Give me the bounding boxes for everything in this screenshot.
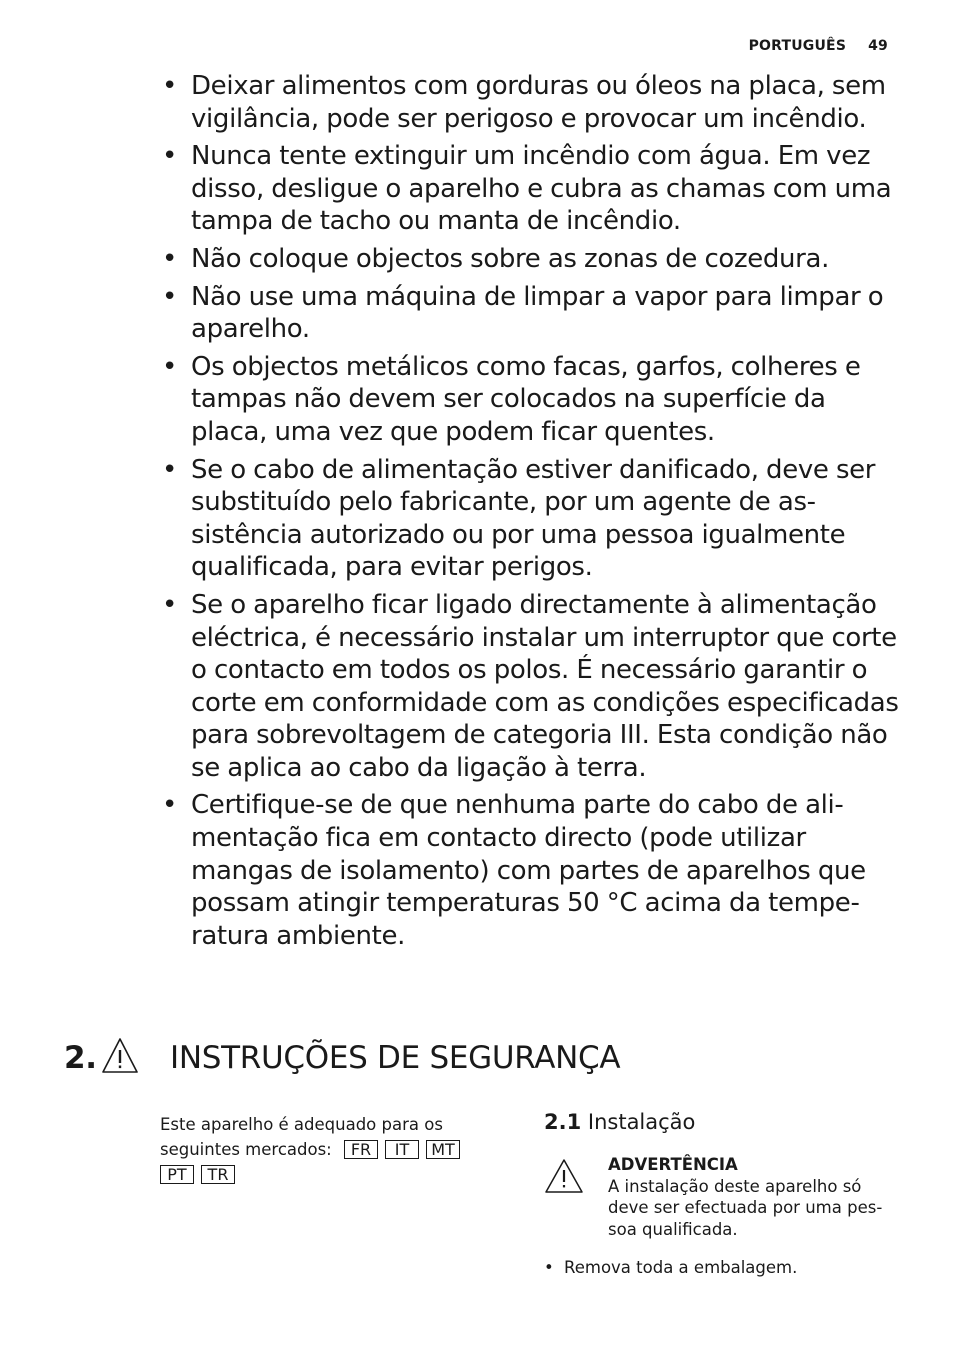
bullet-icon: • (162, 243, 177, 274)
bullet-icon: • (162, 141, 177, 172)
warning-box (544, 1154, 904, 1240)
subsection-number: 2.1 (544, 1110, 582, 1134)
market-code: TR (201, 1165, 235, 1184)
list-item: • Remova toda a embalagem. (544, 1256, 904, 1280)
bullet-icon: • (162, 589, 177, 620)
warning-triangle-icon (100, 1036, 140, 1076)
header-language: PORTUGUÊS (748, 38, 847, 54)
list-item: • Certifique-se de que nenhuma parte do cabo de alimentação fica em contacto directo (pode utilizar mangas de isolamento) com partes de aparelhos que possam atingir temperaturas 50 °C acima da temperatura ambiente. (162, 790, 866, 951)
list-item: • Nunca tente extinguir um incêndio com água. Em vez disso, desligue o aparelho e cubra as chamas com uma tampa de tacho ou manta de incêndio. (162, 141, 892, 237)
warning-text: A instalação deste aparelho só deve ser efectuada por uma pessoa qualificada. (608, 1176, 883, 1239)
section-number: 2. (64, 1040, 97, 1076)
market-code: IT (385, 1140, 419, 1159)
bullet-icon: • (162, 454, 177, 485)
bullet-icon: • (162, 281, 177, 312)
warning-triangle-icon (544, 1158, 584, 1194)
markets-paragraph (160, 1112, 500, 1187)
section-heading (64, 1040, 924, 1076)
markets-text: Este aparelho é adequado para os seguintes mercados: (160, 1115, 443, 1159)
page-header (749, 38, 888, 54)
install-list (544, 1256, 904, 1280)
market-code: PT (160, 1165, 194, 1184)
subsection-title: Instalação (587, 1110, 696, 1134)
list-item: • Se o aparelho ficar ligado directamente à alimentação eléctrica, é necessário instalar um interruptor que corte o contacto em todos os polos. É necessário garantir o corte em conformidade com as condições especificadas para sobrevoltagem de categoria III. Esta condição não se aplica ao cabo da ligação à terra. (162, 589, 899, 783)
list-item: • Os objectos metálicos como facas, garfos, colheres e tampas não devem ser colocados na superfície da placa, uma vez que podem ficar quentes. (162, 351, 861, 447)
subsection-heading (544, 1110, 695, 1134)
warning-heading: ADVERTÊNCIA (608, 1155, 738, 1174)
bullet-icon: • (544, 1258, 554, 1277)
bullet-icon: • (162, 351, 177, 382)
list-item: • Não coloque objectos sobre as zonas de cozedura. (162, 243, 830, 274)
list-item: • Deixar alimentos com gorduras ou óleos na placa, sem vigilância, pode ser perigoso e provocar um incêndio. (162, 71, 886, 134)
page-number: 49 (868, 38, 888, 54)
list-item: • Não use uma máquina de limpar a vapor para limpar o aparelho. (162, 281, 884, 345)
market-code: FR (344, 1140, 378, 1159)
warning-content (608, 1154, 898, 1240)
bullet-icon: • (162, 790, 177, 821)
section-title: INSTRUÇÕES DE SEGURANÇA (170, 1040, 621, 1076)
bullet-icon: • (162, 71, 177, 101)
safety-bullet-list (160, 70, 900, 957)
list-item: • Se o cabo de alimentação estiver danificado, deve ser substituído pelo fabricante, por um agente de assistência autorizado ou por uma pessoa igualmente qualificada, para evitar perigos. (162, 454, 876, 583)
market-code: MT (426, 1140, 460, 1159)
